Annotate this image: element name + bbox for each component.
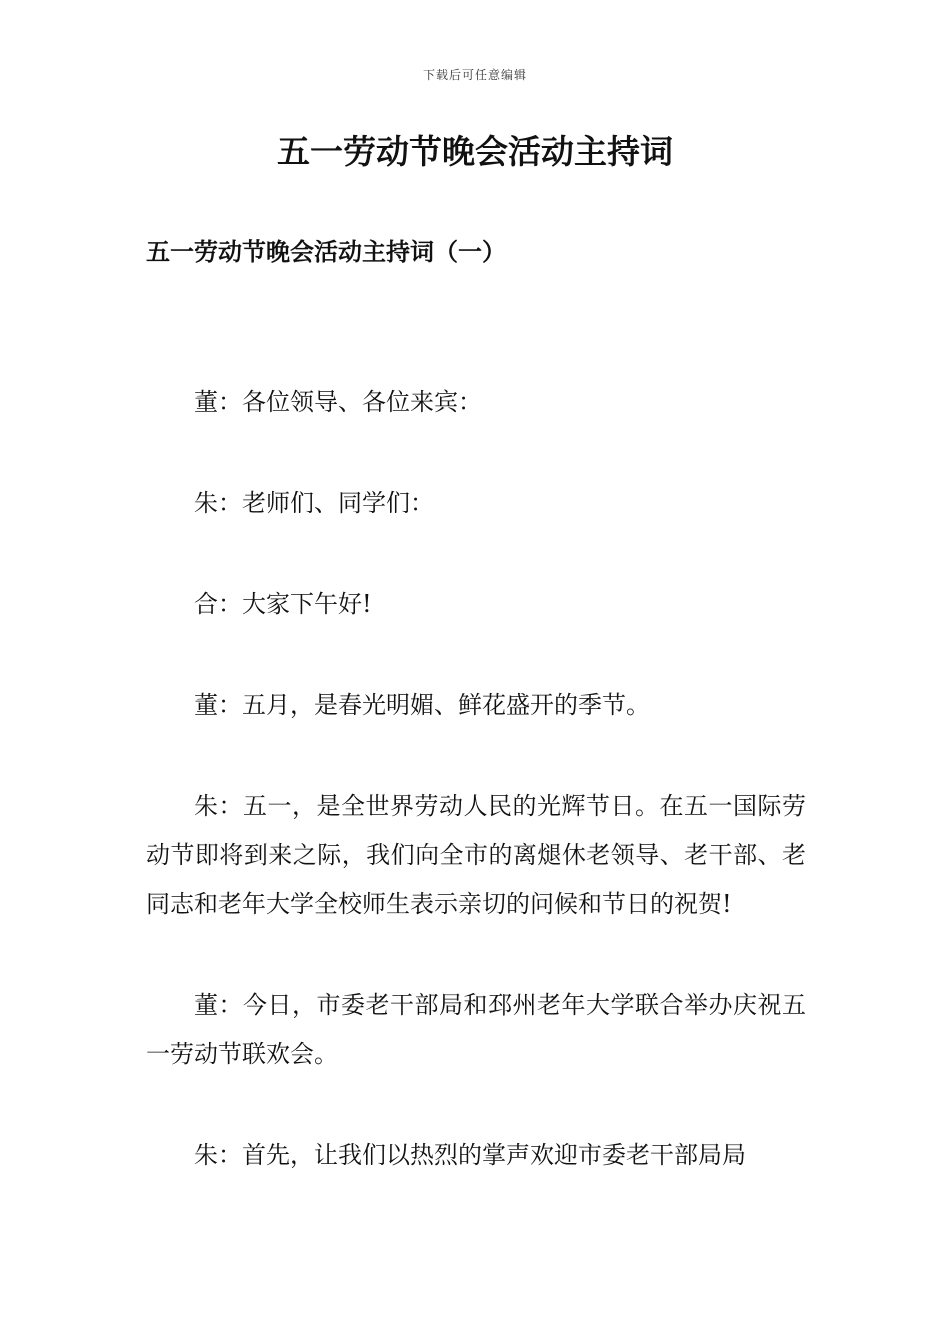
paragraph: 朱：老师们、同学们： <box>194 489 434 517</box>
document-title: 五一劳动节晚会活动主持词 <box>277 132 673 171</box>
paragraph: 董：各位领导、各位来宾： <box>194 388 482 416</box>
paragraph: 董：今日，市委老干部局和邳州老年大学联合举办庆祝五一劳动节联欢会。 <box>146 991 806 1068</box>
document-body <box>146 378 806 1232</box>
paragraph: 合：大家下午好! <box>194 590 372 618</box>
paragraph: 朱：首先，让我们以热烈的掌声欢迎市委老干部局局 <box>194 1141 746 1169</box>
section-subtitle: 五一劳动节晚会活动主持词（一） <box>146 237 506 266</box>
header-note: 下载后可任意编辑 <box>422 68 527 82</box>
paragraph: 董：五月，是春光明媚、鲜花盛开的季节。 <box>194 691 650 719</box>
paragraph: 朱：五一，是全世界劳动人民的光辉节日。在五一国际劳动节即将到来之际，我们向全市的离煺休老领导、老干部、老同志和老年大学全校师生表示亲切的问候和节日的祝贺! <box>146 792 806 918</box>
